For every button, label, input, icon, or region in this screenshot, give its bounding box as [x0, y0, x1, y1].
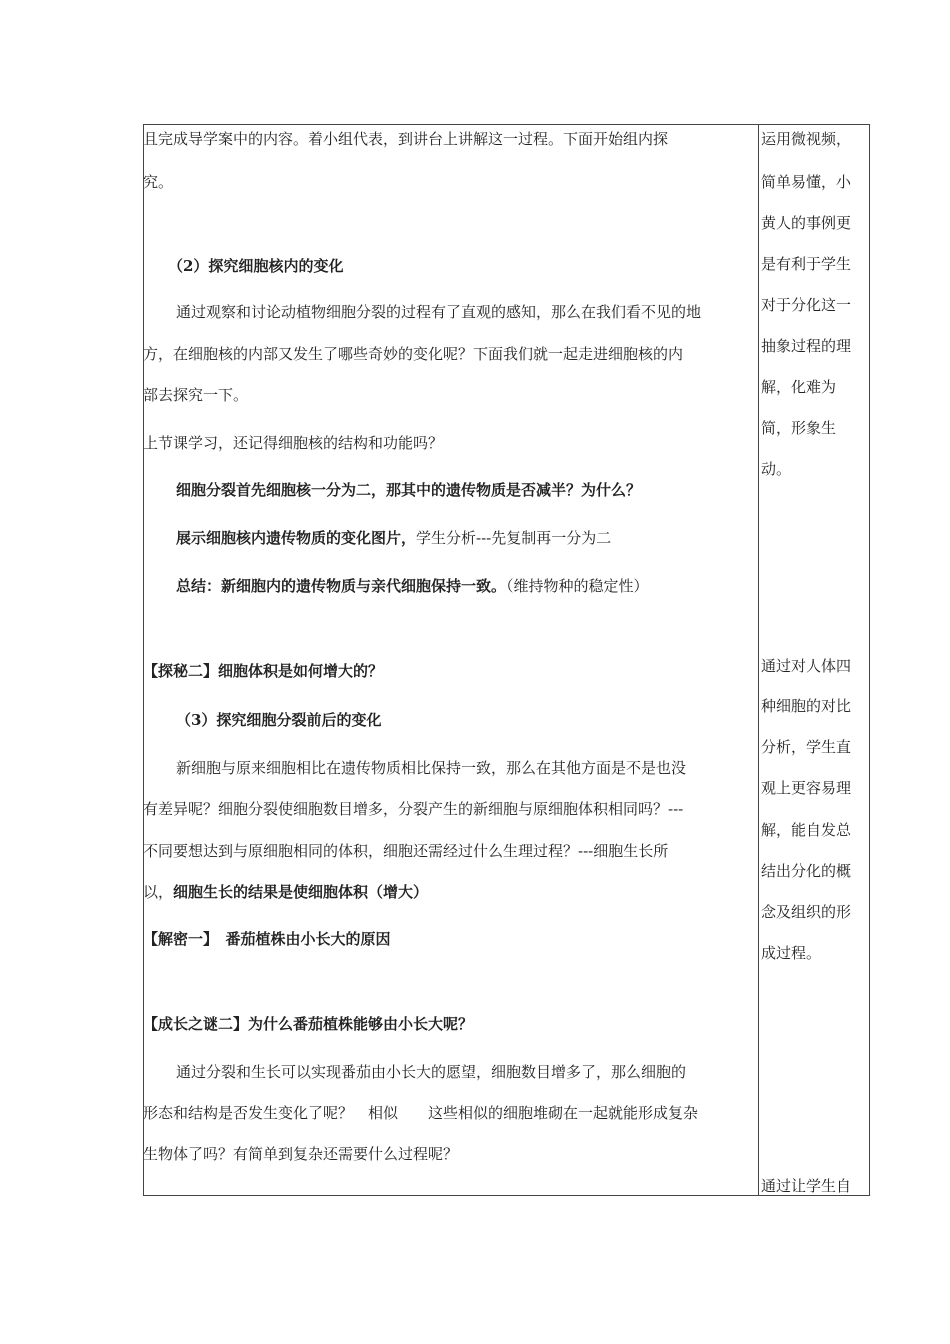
side-note-line: 动。 — [761, 460, 792, 478]
main-line: 新细胞与原来细胞相比在遗传物质相比保持一致，那么在其他方面是不是也没 — [176, 759, 687, 777]
column-divider — [758, 124, 759, 1196]
side-note-line: 结出分化的概 — [761, 862, 852, 880]
side-note-line: 简单易懂，小 — [761, 173, 852, 191]
question-line: 细胞分裂首先细胞核一分为二，那其中的遗传物质是否减半？为什么？ — [176, 481, 642, 499]
section-heading: （3）探究细胞分裂前后的变化 — [176, 711, 382, 729]
side-note-line: 种细胞的对比 — [761, 697, 852, 715]
main-line — [176, 528, 611, 548]
main-line: 生物体了吗？有简单到复杂还需要什么过程呢？ — [143, 1145, 459, 1163]
main-line: 且完成导学案中的内容。着小组代表，到讲台上讲解这一过程。下面开始组内探 — [143, 130, 669, 148]
main-line: 部去探究一下。 — [143, 386, 249, 404]
main-line: 形态和结构是否发生变化了呢？ 相似 这些相似的细胞堆砌在一起就能形成复杂 — [143, 1104, 699, 1122]
section-heading: 【成长之谜二】为什么番茄植株能够由小长大呢？ — [143, 1015, 474, 1033]
bold-phrase: 展示细胞核内遗传物质的变化图片， — [176, 529, 417, 547]
side-note-line: 观上更容易理 — [761, 779, 852, 797]
side-note-line: 分析，学生直 — [761, 738, 852, 756]
plain-phrase: （维持物种的稳定性） — [506, 577, 649, 595]
side-note-line: 运用微视频， — [761, 130, 852, 148]
section-heading: （2）探究细胞核内的变化 — [168, 257, 344, 275]
side-note-line: 黄人的事例更 — [761, 214, 852, 232]
bold-phrase: 总结：新细胞内的遗传物质与亲代细胞保持一致。 — [176, 577, 507, 595]
side-note-line: 解，化难为 — [761, 378, 837, 396]
main-line: 通过分裂和生长可以实现番茄由小长大的愿望，细胞数目增多了，那么细胞的 — [176, 1063, 687, 1081]
main-line: 上节课学习，还记得细胞核的结构和功能吗？ — [143, 434, 444, 452]
plain-phrase: 以， — [143, 883, 174, 901]
side-note-line: 成过程。 — [761, 944, 822, 962]
side-note-line: 通过对人体四 — [761, 657, 852, 675]
main-line — [143, 882, 428, 902]
side-note-line: 抽象过程的理 — [761, 337, 852, 355]
summary-line — [176, 576, 649, 596]
side-note-line: 念及组织的形 — [761, 903, 852, 921]
main-line: 方，在细胞核的内部又发生了哪些奇妙的变化呢？下面我们就一起走进细胞核的内 — [143, 345, 684, 363]
side-note-line: 是有利于学生 — [761, 255, 852, 273]
main-line: 通过观察和讨论动植物细胞分裂的过程有了直观的感知，那么在我们看不见的地 — [176, 303, 702, 321]
main-line: 有差异呢？细胞分裂使细胞数目增多，分裂产生的新细胞与原细胞体积相同吗？--- — [143, 800, 684, 818]
side-note-line: 解，能自发总 — [761, 821, 852, 839]
main-line: 究。 — [143, 173, 174, 191]
section-heading: 【解密一】 番茄植株由小长大的原因 — [143, 930, 391, 948]
section-heading: 【探秘二】细胞体积是如何增大的？ — [143, 662, 384, 680]
plain-phrase: 学生分析---先复制再一分为二 — [416, 529, 612, 547]
side-note-line: 对于分化这一 — [761, 296, 852, 314]
side-note-line: 简，形象生 — [761, 419, 837, 437]
bold-phrase: 细胞生长的结果是使细胞体积（增大） — [173, 883, 429, 901]
side-note-line: 通过让学生自 — [761, 1177, 852, 1195]
main-line: 不同要想达到与原细胞相同的体积，细胞还需经过什么生理过程？---细胞生长所 — [143, 842, 669, 860]
